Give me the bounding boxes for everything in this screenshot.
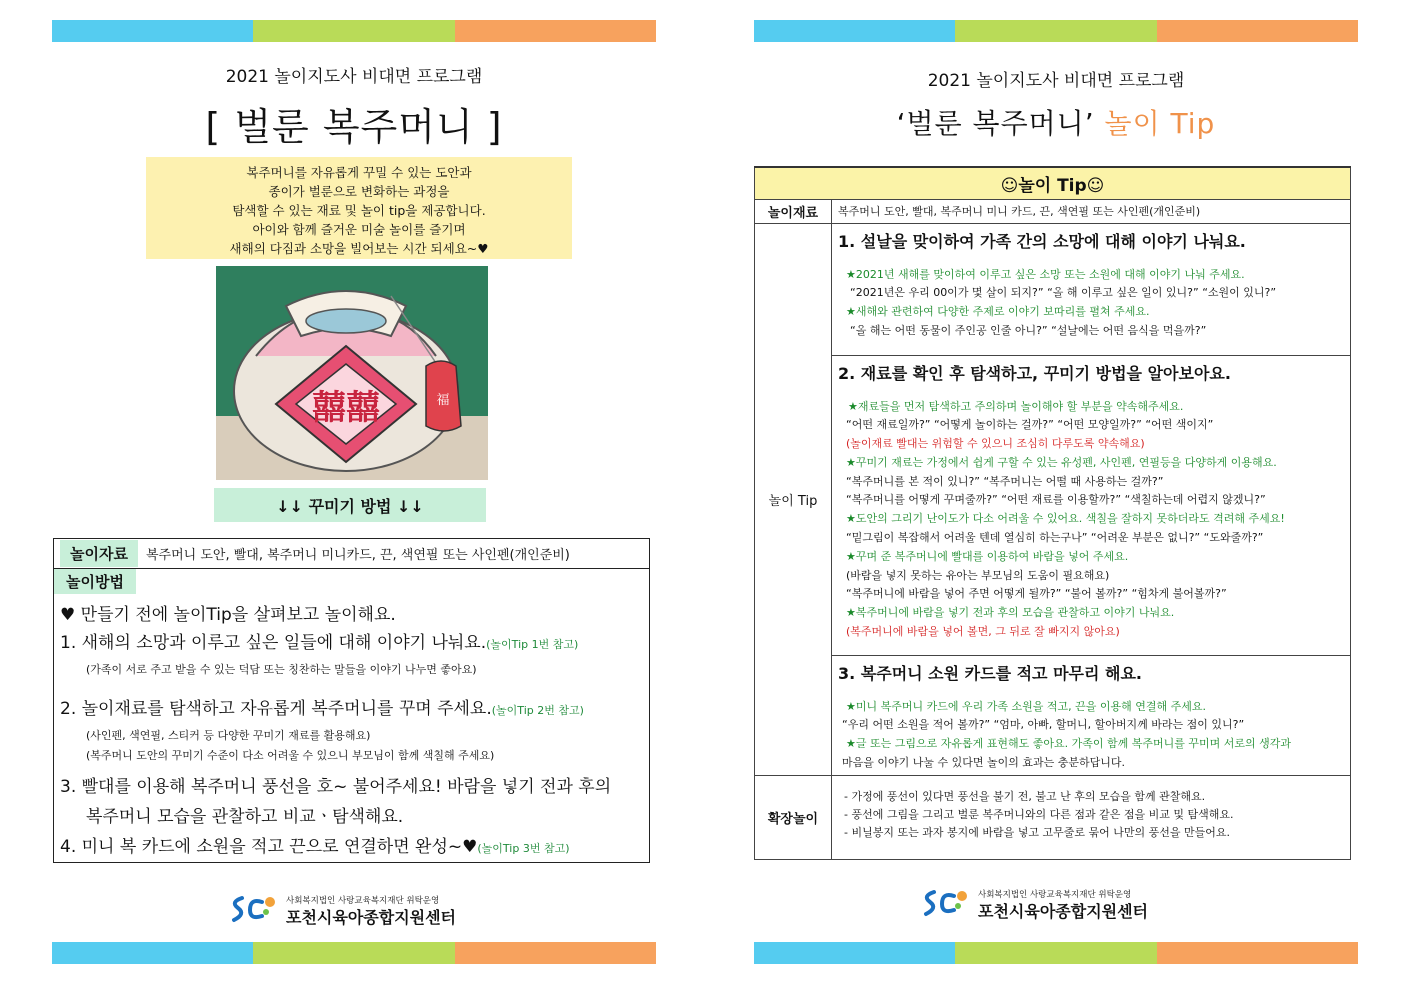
step-text: ♥ 만들기 전에 놀이Tip을 살펴보고 놀이해요. bbox=[60, 605, 396, 625]
stripe-blue bbox=[52, 20, 253, 42]
step-text: 복주머니 모습을 관찰하고 비교ㆍ탐색해요. bbox=[86, 807, 404, 827]
tip-section-1-row bbox=[755, 223, 1351, 355]
stripe-green bbox=[253, 942, 454, 964]
section-line: “복주머니를 본 적이 있니?” “복주머니는 어떨 때 사용하는 걸까?” bbox=[846, 474, 1164, 488]
step-note: (가족이 서로 주고 받을 수 있는 덕담 또는 칭찬하는 말들을 이야기 나누면 좋아요) bbox=[86, 663, 477, 676]
step-note: (사인펜, 색연필, 스티커 등 다양한 꾸미기 재료를 활용해요) bbox=[86, 729, 371, 742]
center-logo-icon bbox=[920, 886, 972, 918]
step-4 bbox=[60, 833, 645, 863]
step-text: 3. 빨대를 이용해 복주머니 풍선을 호~ 불어주세요! 바람을 넣기 전과 후의 bbox=[60, 777, 612, 797]
stripe-blue bbox=[52, 942, 253, 964]
extension-row bbox=[755, 775, 1351, 859]
section-line: “우리 어떤 소원을 적어 볼까?” “엄마, 아빠, 할머니, 할아버지께 바라는 점이 있니?” bbox=[842, 718, 1245, 732]
center-logo bbox=[228, 892, 528, 932]
section-heading: 1. 설날을 맞이하여 가족 간의 소망에 대해 이야기 나눠요. bbox=[838, 231, 1246, 251]
color-stripe-bottom bbox=[52, 942, 656, 964]
lucky-pouch-illustration bbox=[216, 266, 488, 480]
section-line: “복주머니에 바람을 넣어 주면 어떻게 될까?” “불어 볼까?” “힘차게 불어볼까?” bbox=[846, 587, 1227, 601]
extension-line: - 비닐봉지 또는 과자 봉지에 바람을 넣고 고무줄로 묶어 나만의 풍선을 만들어요. bbox=[844, 825, 1230, 839]
logo-foundation-text: 사회복지법인 사랑교육복지재단 위탁운영 bbox=[286, 896, 440, 906]
section-line: ★새해와 관련하여 다양한 주제로 이야기 보따리를 펼쳐 주세요. bbox=[846, 305, 1150, 319]
tip-section-2-row bbox=[755, 355, 1351, 655]
stripe-orange bbox=[1157, 942, 1358, 964]
section-line: “어떤 재료일까?” “어떻게 놀이하는 걸까?” “어떤 모양일까?” “어떤 색이지” bbox=[846, 418, 1214, 432]
stripe-blue bbox=[754, 20, 955, 42]
table-header-row bbox=[755, 167, 1351, 199]
color-stripe-top bbox=[754, 20, 1358, 42]
section-line: (놀이재료 빨대는 위험할 수 있으니 조심히 다루도록 약속해요) bbox=[846, 437, 1145, 451]
section-body bbox=[832, 698, 1350, 773]
intro-line: 복주머니를 자유롭게 꾸밀 수 있는 도안과 bbox=[246, 165, 472, 180]
left-page bbox=[52, 0, 656, 992]
section-line: ★꾸미기 재료는 가정에서 쉽게 구할 수 있는 유성펜, 사인펜, 연필등을 다양하게 이용해요. bbox=[846, 455, 1277, 469]
method-label: 놀이방법 bbox=[54, 569, 136, 594]
page-title: [ 벌룬 복주머니 ] bbox=[205, 105, 503, 149]
step-ref: (놀이Tip 1번 참고) bbox=[486, 638, 579, 651]
page-title bbox=[754, 102, 1358, 142]
intro-line: 새해의 다짐과 소망을 빌어보는 시간 되세요~♥ bbox=[229, 241, 489, 256]
section-line: 마음을 이야기 나눌 수 있다면 놀이의 효과는 충분하답니다. bbox=[842, 755, 1125, 769]
section-line: (복주머니에 바람을 넣어 볼면, 그 뒤로 잘 빠지지 않아요) bbox=[846, 625, 1120, 639]
section-line: “복주머니를 어떻게 꾸며줄까?” “어떤 재료를 이용할까?” “색칠하는데 어렵지 않겠니?” bbox=[846, 493, 1266, 507]
color-stripe-top bbox=[52, 20, 656, 42]
section-heading: 3. 복주머니 소원 카드를 적고 마무리 해요. bbox=[838, 663, 1143, 683]
step-note: (복주머니 도안의 꾸미기 수준이 다소 어려울 수 있으니 부모님이 함께 색칠해 주세요) bbox=[86, 749, 495, 762]
section-line: ★꾸며 준 복주머니에 빨대를 이용하여 바람을 넣어 주세요. bbox=[846, 549, 1129, 563]
section-line: ★재료들을 먼저 탐색하고 주의하며 놀이해야 할 부분을 약속해주세요. bbox=[848, 399, 1184, 413]
section-heading: 2. 재료를 확인 후 탐색하고, 꾸미기 방법을 알아보아요. bbox=[838, 363, 1231, 383]
stripe-orange bbox=[455, 20, 656, 42]
step-1 bbox=[60, 629, 645, 659]
tip-table bbox=[754, 166, 1351, 860]
section-line: ★미니 복주머니 카드에 우리 가족 소원을 적고, 끈을 이용해 연결해 주세요. bbox=[846, 699, 1206, 713]
double-happiness-text: 囍囍 bbox=[312, 388, 380, 428]
stripe-orange bbox=[455, 942, 656, 964]
tip-label: 놀이 Tip bbox=[755, 223, 832, 775]
title-main: ‘벌룬 복주머니’ bbox=[896, 107, 1095, 140]
extension-line: - 풍선에 그림을 그리고 벌룬 복주머니와의 다른 점과 같은 점을 비교 및 탐색해요. bbox=[844, 807, 1234, 821]
section-body bbox=[832, 398, 1350, 642]
step-ref: (놀이Tip 3번 참고) bbox=[477, 842, 570, 855]
stripe-blue bbox=[754, 942, 955, 964]
materials-box bbox=[53, 538, 650, 863]
step-text: 4. 미니 복 카드에 소원을 적고 끈으로 연결하면 완성~♥ bbox=[60, 837, 478, 857]
stripe-green bbox=[955, 20, 1156, 42]
materials-label: 놀이자료 bbox=[60, 540, 138, 567]
program-subtitle: 2021 놀이지도사 비대면 프로그램 bbox=[225, 67, 483, 87]
stripe-orange bbox=[1157, 20, 1358, 42]
center-logo bbox=[920, 886, 1220, 926]
decoration-banner: ↓↓ 꾸미기 방법 ↓↓ bbox=[214, 488, 486, 522]
section-line: ★복주머니에 바람을 넣기 전과 후의 모습을 관찰하고 이야기 나눠요. bbox=[846, 606, 1175, 620]
title-accent: 놀이 Tip bbox=[1094, 107, 1216, 140]
pouch-tag-text: 福 bbox=[436, 393, 450, 408]
extension-line: - 가정에 풍선이 있다면 풍선을 불기 전, 불고 난 후의 모습을 함께 관찰해요. bbox=[844, 789, 1206, 803]
intro-line: 종이가 벌룬으로 변화하는 과정을 bbox=[268, 184, 450, 199]
section-line: “올 해는 어떤 동물이 주인공 인줄 아니?” “설날에는 어떤 음식을 먹을까?” bbox=[850, 323, 1207, 337]
materials-row bbox=[755, 199, 1351, 223]
logo-center-name: 포천시육아종합지원센터 bbox=[978, 902, 1149, 921]
intro-box bbox=[146, 157, 572, 259]
materials-label: 놀이재료 bbox=[755, 199, 832, 223]
section-line: ★글 또는 그림으로 자유롭게 표현해도 좋아요. 가족이 함께 복주머니를 꾸미며 서로의 생각과 bbox=[846, 737, 1291, 751]
logo-center-name: 포천시육아종합지원센터 bbox=[286, 908, 457, 927]
step-2 bbox=[60, 695, 645, 725]
stripe-green bbox=[253, 20, 454, 42]
materials-text: 복주머니 도안, 빨대, 복주머니 미니 카드, 끈, 색연필 또는 사인펜(개인준비) bbox=[832, 199, 1351, 223]
logo-foundation-text: 사회복지법인 사랑교육복지재단 위탁운영 bbox=[978, 890, 1132, 900]
step-text: 1. 새해의 소망과 이루고 싶은 일들에 대해 이야기 나눠요. bbox=[60, 633, 487, 653]
section-body bbox=[832, 266, 1350, 341]
extension-content bbox=[832, 775, 1351, 859]
stripe-green bbox=[955, 942, 1156, 964]
section-line: ★도안의 그리기 난이도가 다소 어려울 수 있어요. 색칠을 잘하지 못하더라도 격려해 주세요! bbox=[846, 512, 1285, 526]
section-line: “2021년은 우리 00이가 몇 살이 되지?” “올 해 이루고 싶은 일이 있니?” “소원이 있니?” bbox=[850, 286, 1277, 300]
materials-row bbox=[54, 539, 649, 569]
step-3-continued bbox=[60, 803, 645, 831]
section-line: “밑그림이 복잡해서 어려울 텐데 열심히 하는구나” “어려운 부분은 없니?” “도와줄까?” bbox=[846, 531, 1264, 545]
tip-section-3 bbox=[832, 655, 1351, 775]
tip-section-2 bbox=[832, 355, 1351, 655]
lucky-pouch-photo bbox=[216, 266, 488, 480]
program-subtitle: 2021 놀이지도사 비대면 프로그램 bbox=[927, 71, 1185, 91]
step-3 bbox=[60, 773, 645, 801]
table-header: ☺놀이 Tip☺ bbox=[755, 167, 1351, 199]
intro-line: 탐색할 수 있는 재료 및 놀이 tip을 제공합니다. bbox=[232, 203, 486, 218]
intro-line: 아이와 함께 즐거운 미술 놀이를 즐기며 bbox=[252, 222, 466, 237]
section-line: (바람을 넣지 못하는 유아는 부모님의 도움이 필요해요) bbox=[846, 568, 1110, 582]
step-text: 2. 놀이재료를 탐색하고 자유롭게 복주머니를 꾸며 주세요. bbox=[60, 699, 492, 719]
color-stripe-bottom bbox=[754, 942, 1358, 964]
section-line: ★2021년 새해를 맞이하여 이루고 싶은 소망 또는 소원에 대해 이야기 나눠 주세요. bbox=[846, 267, 1245, 281]
step-intro bbox=[60, 601, 645, 629]
tip-section-1 bbox=[832, 223, 1351, 355]
materials-text: 복주머니 도안, 빨대, 복주머니 미니카드, 끈, 색연필 또는 사인펜(개인준비) bbox=[145, 548, 570, 563]
right-page bbox=[754, 0, 1358, 992]
tip-section-3-row bbox=[755, 655, 1351, 775]
extension-label: 확장놀이 bbox=[755, 775, 832, 859]
step-ref: (놀이Tip 2번 참고) bbox=[491, 704, 584, 717]
center-logo-icon bbox=[228, 892, 280, 924]
